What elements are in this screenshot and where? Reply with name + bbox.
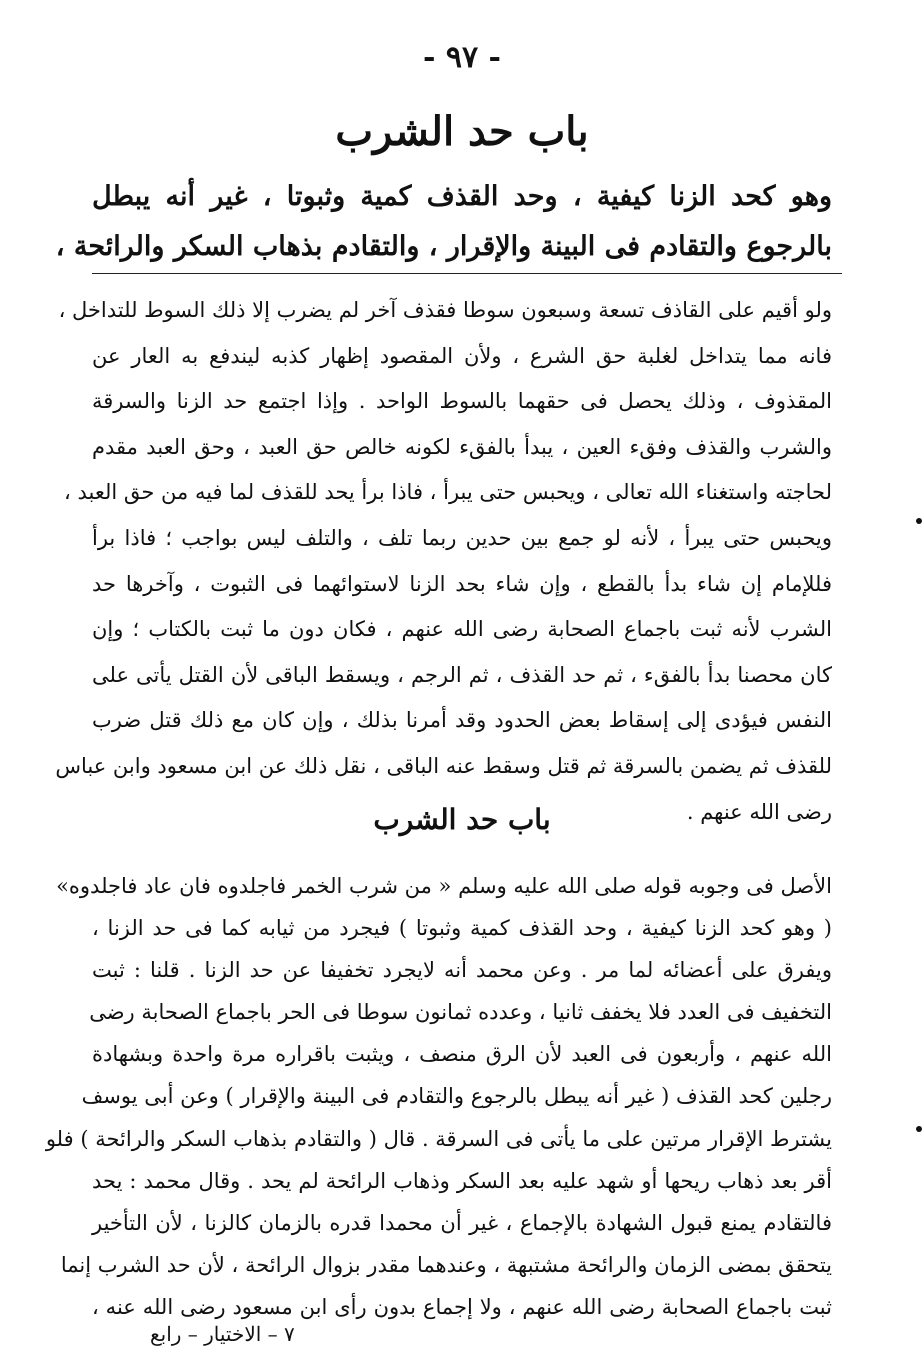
commentary-line: الشرب لأنه ثبت باجماع الصحابة رضى الله عنهم ، فكان دون ما ثبت بالكتاب ؛ وإن [92, 617, 832, 642]
section-title: باب حد الشرب [373, 803, 551, 836]
matn-text [55, 172, 832, 272]
commentary-line: أقر بعد ذهاب ريحها أو شهد عليه بعد السكر وذهاب الرائحة لم يحد . وقال محمد : يحد [92, 1168, 832, 1193]
margin-dot [916, 1126, 922, 1132]
page-number: - ٩٧ - [422, 40, 502, 75]
commentary-line: فانه مما يتداخل لغلبة حق الشرع ، ولأن المقصود إظهار كذبه ليندفع به العار عن [92, 343, 832, 368]
commentary-line: ( وهو كحد الزنا كيفية ، وحد القذف كمية وثبوتا ) فيجرد من ثيابه كما فى حد الزنا ، [92, 916, 832, 941]
commentary-line: النفس فيؤدى إلى إسقاط بعض الحدود وقد أمرنا بذلك ، وإن كان مع ذلك قتل ضرب [92, 708, 832, 733]
chapter-title: باب حد الشرب [335, 108, 589, 155]
matn-line: وهو كحد الزنا كيفية ، وحد القذف كمية وثبوتا ، غير أنه يبطل [92, 181, 832, 212]
commentary-line: التخفيف فى العدد فلا يخفف ثانيا ، وعدده ثمانون سوطا فى الحر باجماع الصحابة رضى [89, 1000, 832, 1025]
commentary-line: الأصل فى وجوبه قوله صلى الله عليه وسلم « من شرب الخمر فاجلدوه فان عاد فاجلدوه» [56, 874, 832, 898]
commentary-line: ولو أقيم على القاذف تسعة وسبعون سوطا فقذف آخر لم يضرب إلا ذلك السوط للتداخل ، [58, 298, 832, 322]
commentary-line: ويفرق على أعضائه لما مر . وعن محمد أنه لايجرد تخفيفا عن حد الزنا . قلنا : ثبت [92, 958, 832, 983]
matn-line: بالرجوع والتقادم فى البينة والإقرار ، والتقادم بذهاب السكر والرائحة ، [55, 231, 832, 262]
margin-dot [916, 518, 922, 524]
commentary-block-1 [55, 288, 832, 835]
commentary-line: فللإمام إن شاء بدأ بالقطع ، وإن شاء بحد الزنا لاستوائهما فى الثبوت ، وآخرها حد [92, 571, 832, 596]
commentary-line: يتحقق بمضى الزمان والرائحة مشتبهة ، وعندهما مقدر بزوال الرائحة ، لأن حد الشرب إنما [60, 1252, 832, 1277]
commentary-line: رضى الله عنهم . [686, 799, 832, 824]
commentary-line: المقذوف ، وذلك يحصل فى حقهما بالسوط الواحد . وإذا اجتمع حد الزنا والسرقة [92, 389, 832, 414]
separator-rule [92, 273, 842, 274]
commentary-line: كان محصنا بدأ بالفقء ، ثم حد القذف ، ثم الرجم ، ويسقط الباقى لأن القتل يأتى على [92, 662, 832, 687]
commentary-line: الله عنهم ، وأربعون فى العبد لأن الرق منصف ، ويثبت باقراره مرة واحدة وبشهادة [92, 1042, 832, 1067]
commentary-block-2 [45, 865, 832, 1328]
signature-footer: ٧ – الاختيار – رابع [150, 1322, 295, 1346]
commentary-line: فالتقادم يمنع قبول الشهادة بالإجماع ، غير أن محمدا قدره بالزمان كالزنا ، لأن التأخير [92, 1210, 832, 1235]
commentary-line: رجلين كحد القذف ( غير أنه يبطل بالرجوع والتقادم فى البينة والإقرار ) وعن أبى يوسف [81, 1084, 832, 1109]
commentary-line: للقذف ثم يضمن بالسرقة ثم قتل وسقط عنه الباقى ، نقل ذلك عن ابن مسعود وابن عباس [55, 753, 832, 778]
commentary-line: والشرب والقذف وفقء العين ، يبدأ بالفقء لكونه خالص حق العبد ، وحق العبد مقدم [92, 434, 832, 459]
commentary-line: ثبت باجماع الصحابة رضى الله عنهم ، ولا إجماع بدون رأى ابن مسعود رضى الله عنه ، [92, 1294, 832, 1319]
commentary-line: ويحبس حتى يبرأ ، لأنه لو جمع بين حدين ربما تلف ، والتلف ليس بواجب ؛ فاذا برأ [92, 525, 832, 550]
commentary-line: لحاجته واستغناء الله تعالى ، ويحبس حتى يبرأ ، فاذا برأ يحد للقذف لما فيه من حق العبد ، [64, 480, 832, 505]
commentary-line: يشترط الإقرار مرتين على ما يأتى فى السرقة . قال ( والتقادم بذهاب السكر والرائحة ) فلو [45, 1126, 832, 1151]
